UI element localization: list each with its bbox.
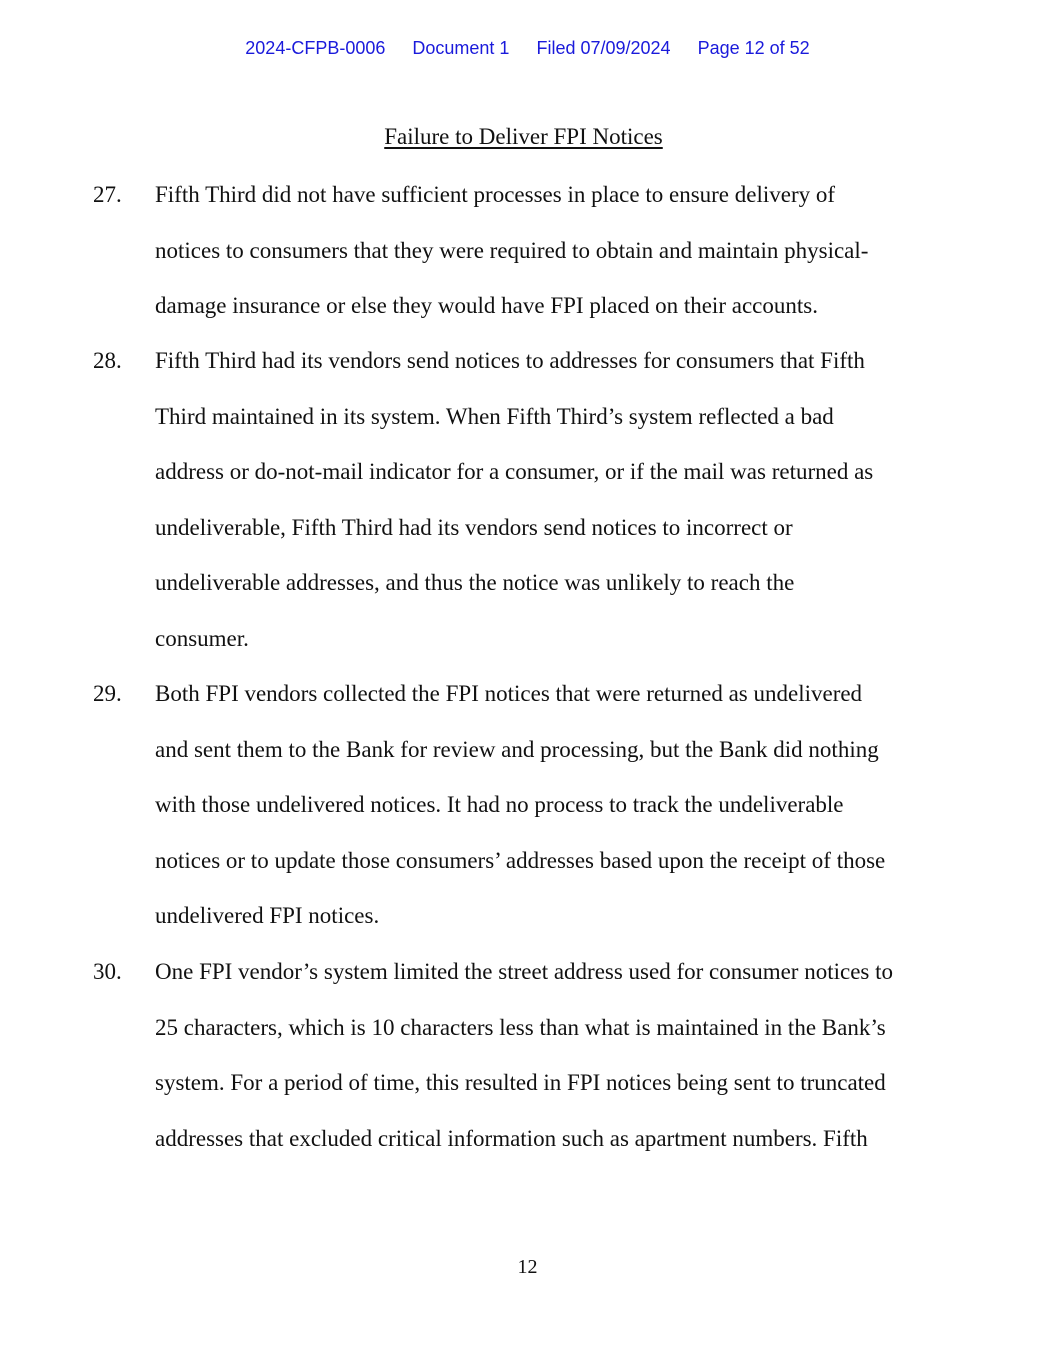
- paragraph-line: notices to consumers that they were required to obtain and maintain physical-: [155, 237, 869, 263]
- document-label: Document 1: [412, 38, 510, 58]
- paragraph-27: [93, 167, 953, 334]
- paragraph-line: consumer.: [155, 625, 249, 651]
- paragraph-body: [155, 333, 953, 666]
- paragraph-line: with those undelivered notices. It had no process to track the undeliverable: [155, 792, 844, 817]
- paragraph-number: 27.: [93, 182, 122, 207]
- paragraph-body: [155, 666, 953, 944]
- paragraph-number: 28.: [93, 348, 122, 373]
- paragraph-line: Third maintained in its system. When Fifth Third’s system reflected a bad: [155, 403, 834, 429]
- paragraph-line: One FPI vendor’s system limited the street address used for consumer notices to: [155, 959, 893, 984]
- paragraph-28: [93, 333, 953, 666]
- paragraph-line: Fifth Third had its vendors send notices to addresses for consumers that Fifth: [155, 348, 865, 373]
- paragraph-number: 29.: [93, 681, 122, 706]
- paragraph-line: system. For a period of time, this resulted in FPI notices being sent to truncated: [155, 1070, 886, 1095]
- paragraph-29: [93, 666, 953, 944]
- paragraph-line: Fifth Third did not have sufficient processes in place to ensure delivery of: [155, 182, 836, 207]
- section-title: Failure to Deliver FPI Notices: [384, 124, 663, 149]
- case-number: 2024-CFPB-0006: [245, 38, 386, 58]
- paragraph-line: and sent them to the Bank for review and processing, but the Bank did nothing: [155, 736, 879, 762]
- paragraph-line: undeliverable, Fifth Third had its vendors send notices to incorrect or: [155, 514, 793, 540]
- paragraph-line: notices or to update those consumers’ addresses based upon the receipt of those: [155, 847, 886, 873]
- paragraph-line: damage insurance or else they would have FPI placed on their accounts.: [155, 293, 818, 318]
- filing-header: [0, 38, 1055, 59]
- paragraph-line: Both FPI vendors collected the FPI notices that were returned as undelivered: [155, 681, 863, 706]
- paragraph-line: undelivered FPI notices.: [155, 903, 380, 928]
- paragraph-body: [155, 167, 953, 334]
- paragraph-line: addresses that excluded critical information such as apartment numbers. Fifth: [155, 1125, 868, 1151]
- paragraph-number: 30.: [93, 959, 122, 984]
- page-indicator: Page 12 of 52: [697, 38, 810, 58]
- filed-date: Filed 07/09/2024: [536, 38, 671, 58]
- paragraph-line: address or do-not-mail indicator for a consumer, or if the mail was returned as: [155, 459, 874, 484]
- paragraph-body: [155, 944, 953, 1166]
- paragraph-30: [93, 944, 953, 1166]
- paragraph-line: undeliverable addresses, and thus the notice was unlikely to reach the: [155, 570, 795, 595]
- page-number: 12: [517, 1256, 538, 1278]
- paragraph-line: 25 characters, which is 10 characters less than what is maintained in the Bank’s: [155, 1014, 886, 1040]
